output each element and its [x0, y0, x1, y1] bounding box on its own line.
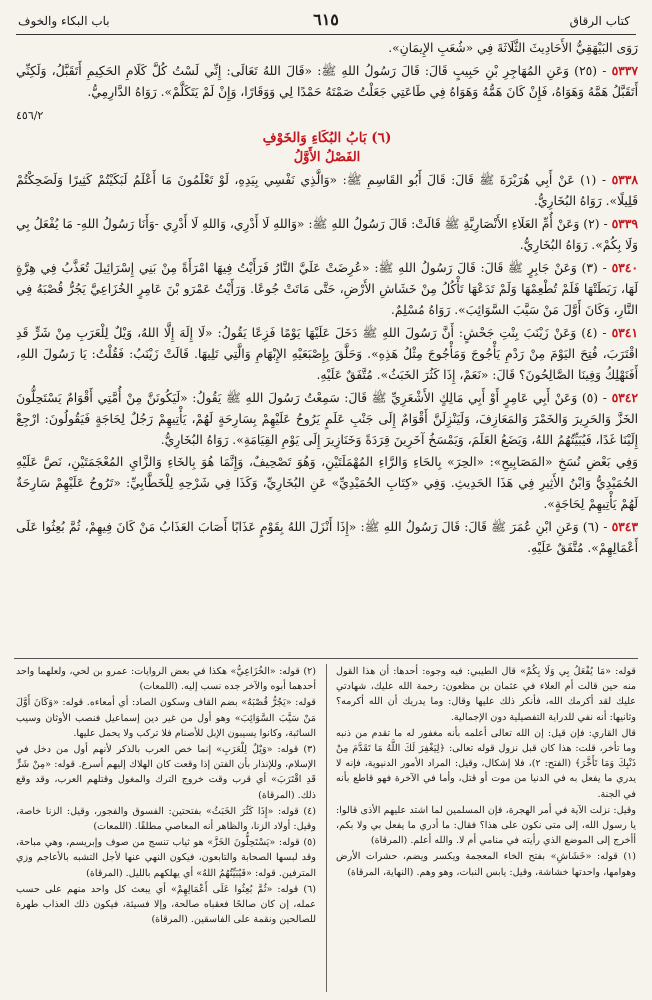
hadith-number: ٥٣٣٧ [611, 63, 638, 78]
hadith-text: (٥) وَعَنْ أَبِي عَامِرٍ أَوْ أَبِي مَالِكٍ الأَشْعَرِيِّ ﷺ قَالَ: سَمِعْتُ رَسُولَ اللهِ ﷺ يَقُولُ: «لَيَكُونَنَّ مِنْ أُمَّتِي أَقْوَامٌ يَسْتَحِلُّونَ الخَزَّ وَالحَرِيرَ وَالخَمْرَ وَالمَعَازِفَ، وَلَيَنْزِلَنَّ أَقْوَامٌ إِلَى جَنْبِ عَلَمٍ يَرُوحُ عَلَيْهِمْ بِسَارِحَةٍ لَهُمْ، يَأْتِيهِمْ رَجُلٌ لِحَاجَةٍ فَيَقُولُونَ: ارْجِعْ إِلَيْنَا غَدًا، فَيُبَيِّتُهُمُ اللهُ، وَيَضَعُ العَلَمَ، وَيَمْسَخُ آخَرِينَ قِرَدَةً وَخَنَازِيرَ إِلَى يَوْمِ القِيَامَةِ». رَوَاهُ البُخَارِيُّ. [16, 391, 638, 447]
chapter-title: باب البكاء والخوف [18, 14, 110, 28]
column-divider [326, 664, 327, 992]
hadith-text: (١) عَنْ أَبِي هُرَيْرَةَ ﷺ قَالَ: قَالَ أَبُو القَاسِمِ ﷺ: «وَالَّذِي نَفْسِي بِيَدِهِ، لَوْ تَعْلَمُونَ مَا أَعْلَمُ لَبَكَيْتُمْ كَثِيرًا وَلَضَحِكْتُمْ قَلِيلًا». رَوَاهُ البُخَارِيُّ. [16, 173, 638, 208]
header-rule [16, 34, 636, 35]
page-header [8, 4, 644, 34]
footnote: قوله: «يَجُرُّ قُصْبَهُ» بضم القاف وسكون الصاد: أي أمعاءه. قوله: «وَكَانَ أَوَّلَ مَنْ سَيَّبَ السَّوَائِبَ» وهو أول من غير دين إسماعيل فنصب الأوثان وسيب السائبة، وكانوا يسيبون الإبل للأصنام فلا تركب ولا يحمل عليها. [16, 697, 316, 739]
hadith-5342: ٥٣٤٢ - (٥) وَعَنْ أَبِي عَامِرٍ أَوْ أَبِي مَالِكٍ الأَشْعَرِيِّ ﷺ قَالَ: سَمِعْتُ رَسُولَ اللهِ ﷺ يَقُولُ: «لَيَكُونَنَّ مِنْ أُمَّتِي أَقْوَامٌ يَسْتَحِلُّونَ الخَزَّ وَالحَرِيرَ وَالخَمْرَ وَالمَعَازِفَ، وَلَيَنْزِلَنَّ أَقْوَامٌ إِلَى جَنْبِ عَلَمٍ يَرُوحُ عَلَيْهِمْ بِسَارِحَةٍ لَهُمْ، يَأْتِيهِمْ رَجُلٌ لِحَاجَةٍ فَيَقُولُونَ: ارْجِعْ إِلَيْنَا غَدًا، فَيُبَيِّتُهُمُ اللهُ، وَيَضَعُ العَلَمَ، وَيَمْسَخُ آخَرِينَ قِرَدَةً وَخَنَازِيرَ إِلَى يَوْمِ القِيَامَةِ». رَوَاهُ البُخَارِيُّ. [16, 390, 638, 447]
volume-reference: ٤٥٦/٢ [16, 109, 44, 122]
section-title: (٦) بَابُ البُكَاءِ وَالخَوْفِ [262, 130, 392, 146]
hadith-5340: ٥٣٤٠ - (٣) وَعَنْ جَابِرٍ ﷺ قَالَ: قَالَ رَسُولُ اللهِ ﷺ: «عُرِضَتْ عَلَيَّ النَّارُ فَرَأَيْتُ فِيهَا امْرَأَةً مِنْ بَنِي إِسْرَائِيلَ تُعَذَّبُ فِي هِرَّةٍ لَهَا، رَبَطَتْهَا فَلَمْ تُطْعِمْهَا وَلَمْ تَدَعْهَا تَأْكُلُ مِنْ خَشَاشِ الأَرْضِ، حَتَّى مَاتَتْ جُوعًا. وَرَأَيْتُ عَمْرَو بْنَ عَامِرٍ الخُزَاعِيَّ يَجُرُّ قُصْبَهُ فِي النَّارِ، وَكَانَ أَوَّلَ مَنْ سَيَّبَ السَّوَائِبَ». رَوَاهُ مُسْلِمٌ. [16, 260, 638, 317]
hadith-number: ٥٣٤٣ [611, 519, 638, 534]
footnote: (٥) قوله: «يَسْتَحِلُّونَ الخَزَّ» هو ثياب تنسج من صوف وإبريسم، وهي مباحة، وقد لبسها الصحابة والتابعون، فيكون النهي عنها لأجل التشبه بالأعاجم وزي المترفين. قوله: «فَيُبَيِّتُهُمُ اللهُ» أي يهلكهم بالليل. (المرقاة) [16, 837, 316, 879]
footnote: قال القاري: فإن قيل: إن الله تعالى أعلمه بأنه مغفور له ما تقدم من ذنبه وما تأخر، قلت: هذا كان قبل نزول قوله تعالى: ﴿لِيَغْفِرَ لَكَ اللَّهُ مَا تَقَدَّمَ مِنْ ذَنْبِكَ وَمَا تَأَخَّرَ﴾ (الفتح: ٢)، فلا إشكال، وقيل: المراد الأمور الدنيوية، فإنه لا يدري ما يفعل به في الدنيا من موت أو قتل، وأما في الآخرة فهو قاطع بأنه في الجنة. [336, 727, 636, 800]
hadith-text: (٦) وَعَنِ ابْنِ عُمَرَ ﷺ قَالَ: قَالَ رَسُولُ اللهِ ﷺ: «إِذَا أَنْزَلَ اللهُ بِقَوْمٍ عَذَابًا أَصَابَ العَذَابُ مَنْ كَانَ فِيهِمْ، ثُمَّ بُعِثُوا عَلَى أَعْمَالِهِمْ». مُتَّفَقٌ عَلَيْهِ. [16, 520, 638, 555]
hadith-5341: ٥٣٤١ - (٤) وَعَنْ زَيْنَبَ بِنْتِ جَحْشٍ: أَنَّ رَسُولَ اللهِ ﷺ دَخَلَ عَلَيْهَا يَوْمًا فَزِعًا يَقُولُ: «لَا إِلَهَ إِلَّا اللهُ، وَيْلٌ لِلْعَرَبِ مِنْ شَرٍّ قَدِ اقْتَرَبَ، فُتِحَ اليَوْمَ مِنْ رَدْمِ يَأْجُوجَ وَمَأْجُوجَ مِثْلُ هَذِهِ». وَحَلَّقَ بِإِصْبَعَيْهِ الإِبْهَامِ وَالَّتِي تَلِيهَا. قَالَتْ زَيْنَبُ: فَقُلْتُ: يَا رَسُولَ اللهِ، أَفَنَهْلِكُ وَفِينَا الصَّالِحُونَ؟ قَالَ: «نَعَمْ، إِذَا كَثُرَ الخَبَثُ». مُتَّفَقٌ عَلَيْهِ. [16, 325, 638, 382]
footnote: (٦) قوله: «ثُمَّ بُعِثُوا عَلَى أَعْمَالِهِمْ» أي يبعث كل واحد منهم على حسب عمله، إن كان صالحًا فعقباه صالحة، وإلا فسيئة، فيكون ذلك العذاب طهرة للصالحين ونقمة على الفاسقين. (المرقاة) [16, 883, 316, 926]
hadith-text: (٣) وَعَنْ جَابِرٍ ﷺ قَالَ: قَالَ رَسُولُ اللهِ ﷺ: «عُرِضَتْ عَلَيَّ النَّارُ فَرَأَيْتُ فِيهَا امْرَأَةً مِنْ بَنِي إِسْرَائِيلَ تُعَذَّبُ فِي هِرَّةٍ لَهَا، رَبَطَتْهَا فَلَمْ تُطْعِمْهَا وَلَمْ تَدَعْهَا تَأْكُلُ مِنْ خَشَاشِ الأَرْضِ، حَتَّى مَاتَتْ جُوعًا. وَرَأَيْتُ عَمْرَو بْنَ عَامِرٍ الخُزَاعِيَّ يَجُرُّ قُصْبَهُ فِي النَّارِ، وَكَانَ أَوَّلَ مَنْ سَيَّبَ السَّوَائِبَ». رَوَاهُ مُسْلِمٌ. [16, 261, 638, 317]
footnote: وقيل: نزلت الآية في أمر الهجرة، فإن المسلمين لما اشتد عليهم الأذى قالوا: يا رسول الله، إلى متى نكون على هذا؟ فقال: ما أدري ما يفعل بي ولا بكم، أأخرج إلى الموضع الذي رأيته في منامي أم لا. والله أعلم. (المرقاة) [336, 804, 636, 847]
hadith-number: ٥٣٣٨ [611, 172, 638, 187]
hadith-5338: ٥٣٣٨ - (١) عَنْ أَبِي هُرَيْرَةَ ﷺ قَالَ: قَالَ أَبُو القَاسِمِ ﷺ: «وَالَّذِي نَفْسِي بِيَدِهِ، لَوْ تَعْلَمُونَ مَا أَعْلَمُ لَبَكَيْتُمْ كَثِيرًا وَلَضَحِكْتُمْ قَلِيلًا». رَوَاهُ البُخَارِيُّ. [16, 172, 638, 208]
main-text [16, 38, 638, 560]
footnote: (٤) قوله: «إِذَا كَثُرَ الخَبَثُ» بفتحتين: الفسوق والفجور، وقيل: الزنا خاصة، وقيل: أولاد الزنا، والظاهر أنه المعاصي مطلقًا. (اللمعات) [16, 805, 316, 833]
hadith-5342-note: وَفِي بَعْضِ نُسَخِ «المَصَابِيحِ»: «الحِرَ» بِالحَاءِ وَالرَّاءِ المُهْمَلَتَيْنِ، وَهُوَ تَصْحِيفٌ، وَإِنَّمَا هُوَ بِالخَاءِ وَالزَّايِ المُعْجَمَتَيْنِ، نَصَّ عَلَيْهِ الحُمَيْدِيُّ وَابْنُ الأَثِيرِ فِي هَذَا الحَدِيثِ. وَفِي «كِتَابِ الحُمَيْدِيِّ» عَنِ البُخَارِيِّ، وَكَذَا فِي شَرْحِهِ لِلْخَطَّابِيِّ: «تَرُوحُ عَلَيْهِمْ سَارِحَةٌ لَهُمْ يَأْتِيهِمْ لِحَاجَةٍ». [16, 455, 638, 511]
footnote: (١) قوله: «خَشَاشِ» بفتح الخاء المعجمة ويكسر ويضم، حشرات الأرض وهوامها، واحدتها خشاشة، وقيل: يابس النبات، وهو وهم. (النهاية، المرقاة) [336, 851, 636, 878]
footnote-separator [14, 658, 638, 659]
footnotes [12, 664, 640, 992]
hadith-text: (٤) وَعَنْ زَيْنَبَ بِنْتِ جَحْشٍ: أَنَّ رَسُولَ اللهِ ﷺ دَخَلَ عَلَيْهَا يَوْمًا فَزِعًا يَقُولُ: «لَا إِلَهَ إِلَّا اللهُ، وَيْلٌ لِلْعَرَبِ مِنْ شَرٍّ قَدِ اقْتَرَبَ، فُتِحَ اليَوْمَ مِنْ رَدْمِ يَأْجُوجَ وَمَأْجُوجَ مِثْلُ هَذِهِ». وَحَلَّقَ بِإِصْبَعَيْهِ الإِبْهَامِ وَالَّتِي تَلِيهَا. قَالَتْ زَيْنَبُ: فَقُلْتُ: يَا رَسُولَ اللهِ، أَفَنَهْلِكُ وَفِينَا الصَّالِحُونَ؟ قَالَ: «نَعَمْ، إِذَا كَثُرَ الخَبَثُ». مُتَّفَقٌ عَلَيْهِ. [16, 326, 638, 382]
hadith-number: ٥٣٣٩ [611, 216, 638, 231]
hadith-number: ٥٣٤١ [611, 325, 638, 340]
hadith-5343: ٥٣٤٣ - (٦) وَعَنِ ابْنِ عُمَرَ ﷺ قَالَ: قَالَ رَسُولُ اللهِ ﷺ: «إِذَا أَنْزَلَ اللهُ بِقَوْمٍ عَذَابًا أَصَابَ العَذَابُ مَنْ كَانَ فِيهِمْ، ثُمَّ بُعِثُوا عَلَى أَعْمَالِهِمْ». مُتَّفَقٌ عَلَيْهِ. [16, 519, 638, 555]
intro-line: رَوَى البَيْهَقِيُّ الأَحَادِيثَ الثَّلَاثَةَ فِي «شُعَبِ الإِيمَانِ». [388, 41, 638, 55]
footnotes-left-column [16, 664, 316, 992]
hadith-5337: ٥٣٣٧ - (٢٥) وَعَنِ المُهَاجِرِ بْنِ حَبِيبٍ قَالَ: قَالَ رَسُولُ اللهِ ﷺ: «قَالَ اللهُ تَعَالَى: إِنِّي لَسْتُ كُلَّ كَلَامِ الحَكِيمِ أَتَقَبَّلُ، وَلَكِنِّي أَتَقَبَّلُ هَمَّهُ وَهَوَاهُ، فَإِنْ كَانَ هَمُّهُ وَهَوَاهُ فِي طَاعَتِي جَعَلْتُ صَمْتَهُ حَمْدًا لِي وَوَقَارًا، وَإِنْ لَمْ يَتَكَلَّمْ». رَوَاهُ الدَّارِمِيُّ. [16, 63, 638, 99]
hadith-number: ٥٣٤٢ [611, 390, 638, 405]
hadith-5339: ٥٣٣٩ - (٢) وَعَنْ أُمِّ العَلَاءِ الأَنْصَارِيَّةِ ﷺ قَالَتْ: قَالَ رَسُولُ اللهِ ﷺ: «وَاللهِ لَا أَدْرِي، وَاللهِ لَا أَدْرِي -وَأَنَا رَسُولُ اللهِ- مَا يُفْعَلُ بِي وَلَا بِكُمْ». رَوَاهُ البُخَارِيُّ. [16, 216, 638, 252]
footnote: (٢) قوله: «الخُزَاعِيُّ» هكذا في بعض الروايات: عمرو بن لحي، ولعلهما واحد أحدهما أبوه والآخر جده نسب إليه. (اللمعات) [16, 666, 316, 693]
footnotes-right-column [336, 664, 636, 992]
hadith-text: (٢٥) وَعَنِ المُهَاجِرِ بْنِ حَبِيبٍ قَالَ: قَالَ رَسُولُ اللهِ ﷺ: «قَالَ اللهُ تَعَالَى: إِنِّي لَسْتُ كُلَّ كَلَامِ الحَكِيمِ أَتَقَبَّلُ، وَلَكِنِّي أَتَقَبَّلُ هَمَّهُ وَهَوَاهُ، فَإِنْ كَانَ هَمُّهُ وَهَوَاهُ فِي طَاعَتِي جَعَلْتُ صَمْتَهُ حَمْدًا لِي وَوَقَارًا، وَإِنْ لَمْ يَتَكَلَّمْ». رَوَاهُ الدَّارِمِيُّ. [16, 64, 638, 99]
hadith-text: (٢) وَعَنْ أُمِّ العَلَاءِ الأَنْصَارِيَّةِ ﷺ قَالَتْ: قَالَ رَسُولُ اللهِ ﷺ: «وَاللهِ لَا أَدْرِي، وَاللهِ لَا أَدْرِي -وَأَنَا رَسُولُ اللهِ- مَا يُفْعَلُ بِي وَلَا بِكُمْ». رَوَاهُ البُخَارِيُّ. [16, 217, 638, 252]
subsection-title: الفَصْلُ الأَوَّلُ [293, 150, 361, 165]
footnote: قوله: «مَا يُفْعَلُ بِي وَلَا بِكُمْ» قال الطيبي: فيه وجوه: أحدها: أن هذا القول منه حين قالت أم العلاء في عثمان بن مظعون: رحمة الله عليك، شهادتي عليك لقد أكرمك الله، فأنكر ذلك عليها وقال: وما يدريك أن الله أكرمه؟ وثانيها: أنه نفي للدراية التفصيلية دون الإجمالية. [336, 666, 636, 723]
book-title: كتاب الرقاق [569, 14, 630, 28]
hadith-number: ٥٣٤٠ [611, 260, 638, 275]
footnote: (٣) قوله: «وَيْلٌ لِلْعَرَبِ» إنما خص العرب بالذكر لأنهم أول من دخل في الإسلام، وللإنذار بأن الفتن إذا وقعت كان الهلاك إليهم أسرع. قوله: «مِنْ شَرٍّ قَدِ اقْتَرَبَ» أي قرب وقت خروج الترك والمغول وقتلهم العرب، وقد وقع ذلك. (المرقاة) [16, 744, 316, 801]
page-number: ٦١٥ [313, 10, 339, 29]
